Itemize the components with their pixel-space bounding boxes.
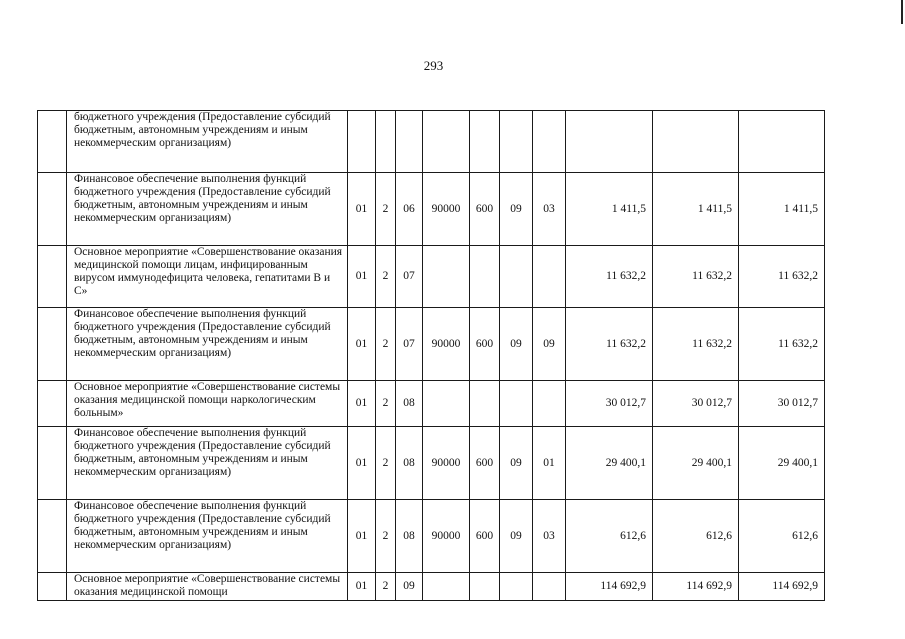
code-cell-c7: 09 (533, 308, 566, 381)
code-cell-c3 (396, 111, 423, 173)
code-cell-c5: 600 (470, 500, 500, 573)
row-index-cell (38, 246, 67, 308)
code-cell-c7: 03 (533, 173, 566, 246)
code-cell-c5 (470, 381, 500, 427)
code-cell-c7 (533, 573, 566, 601)
code-cell-c3: 07 (396, 308, 423, 381)
description-cell: бюджетного учреждения (Предоставление субсидий бюджетным, автономным учреждениям и иным некоммерческим организациям) (67, 111, 348, 173)
code-cell-c3: 08 (396, 381, 423, 427)
table-row (38, 381, 825, 427)
code-cell-c4 (423, 111, 470, 173)
amount-cell-v1: 1 411,5 (566, 173, 653, 246)
code-cell-c2: 2 (376, 173, 396, 246)
code-cell-c6: 09 (500, 308, 533, 381)
code-cell-c7: 03 (533, 500, 566, 573)
code-cell-c5 (470, 573, 500, 601)
row-index-cell (38, 500, 67, 573)
code-cell-c6: 09 (500, 427, 533, 500)
code-cell-c6: 09 (500, 500, 533, 573)
amount-cell-v3: 1 411,5 (739, 173, 825, 246)
description-cell: Финансовое обеспечение выполнения функций бюджетного учреждения (Предоставление субсидий бюджетным, автономным учреждениям и иным некоммерческим организациям) (67, 500, 348, 573)
code-cell-c4 (423, 573, 470, 601)
table-row (38, 308, 825, 381)
code-cell-c2: 2 (376, 381, 396, 427)
description-cell: Финансовое обеспечение выполнения функций бюджетного учреждения (Предоставление субсидий бюджетным, автономным учреждениям и иным некоммерческим организациям) (67, 308, 348, 381)
amount-cell-v2: 1 411,5 (653, 173, 739, 246)
amount-cell-v1: 114 692,9 (566, 573, 653, 601)
row-index-cell (38, 111, 67, 173)
code-cell-c1: 01 (348, 173, 376, 246)
code-cell-c1: 01 (348, 500, 376, 573)
code-cell-c2: 2 (376, 246, 396, 308)
amount-cell-v1: 30 012,7 (566, 381, 653, 427)
amount-cell-v2: 29 400,1 (653, 427, 739, 500)
amount-cell-v2 (653, 111, 739, 173)
amount-cell-v1: 11 632,2 (566, 246, 653, 308)
table-row (38, 173, 825, 246)
code-cell-c3: 08 (396, 500, 423, 573)
table-row (38, 427, 825, 500)
amount-cell-v1 (566, 111, 653, 173)
amount-cell-v3: 29 400,1 (739, 427, 825, 500)
code-cell-c5 (470, 111, 500, 173)
row-index-cell (38, 427, 67, 500)
code-cell-c1: 01 (348, 427, 376, 500)
amount-cell-v3: 30 012,7 (739, 381, 825, 427)
amount-cell-v2: 612,6 (653, 500, 739, 573)
code-cell-c6 (500, 111, 533, 173)
amount-cell-v3: 11 632,2 (739, 308, 825, 381)
amount-cell-v2: 30 012,7 (653, 381, 739, 427)
code-cell-c6 (500, 381, 533, 427)
amount-cell-v1: 11 632,2 (566, 308, 653, 381)
amount-cell-v1: 29 400,1 (566, 427, 653, 500)
scan-edge-line (901, 0, 903, 24)
page-number: 293 (423, 58, 444, 73)
amount-cell-v2: 11 632,2 (653, 308, 739, 381)
code-cell-c7 (533, 111, 566, 173)
code-cell-c5: 600 (470, 427, 500, 500)
table-row (38, 500, 825, 573)
code-cell-c5: 600 (470, 173, 500, 246)
description-cell: Финансовое обеспечение выполнения функций бюджетного учреждения (Предоставление субсидий бюджетным, автономным учреждениям и иным некоммерческим организациям) (67, 427, 348, 500)
code-cell-c1: 01 (348, 246, 376, 308)
code-cell-c4: 90000 (423, 427, 470, 500)
budget-table (37, 110, 825, 601)
code-cell-c2: 2 (376, 500, 396, 573)
description-cell: Финансовое обеспечение выполнения функций бюджетного учреждения (Предоставление субсидий бюджетным, автономным учреждениям и иным некоммерческим организациям) (67, 173, 348, 246)
amount-cell-v3: 11 632,2 (739, 246, 825, 308)
description-cell: Основное мероприятие «Совершенствование системы оказания медицинской помощи (67, 573, 348, 601)
row-index-cell (38, 308, 67, 381)
amount-cell-v3: 612,6 (739, 500, 825, 573)
code-cell-c2 (376, 111, 396, 173)
code-cell-c3: 08 (396, 427, 423, 500)
amount-cell-v1: 612,6 (566, 500, 653, 573)
code-cell-c1: 01 (348, 308, 376, 381)
code-cell-c6: 09 (500, 173, 533, 246)
table-row (38, 246, 825, 308)
code-cell-c3: 09 (396, 573, 423, 601)
code-cell-c6 (500, 246, 533, 308)
code-cell-c6 (500, 573, 533, 601)
code-cell-c4: 90000 (423, 308, 470, 381)
amount-cell-v3: 114 692,9 (739, 573, 825, 601)
code-cell-c5: 600 (470, 308, 500, 381)
amount-cell-v2: 114 692,9 (653, 573, 739, 601)
description-cell: Основное мероприятие «Совершенствование оказания медицинской помощи лицам, инфицированным вирусом иммунодефицита человека, гепатитами В и С» (67, 246, 348, 308)
code-cell-c4: 90000 (423, 173, 470, 246)
code-cell-c4 (423, 381, 470, 427)
code-cell-c1: 01 (348, 573, 376, 601)
table-row (38, 111, 825, 173)
code-cell-c7: 01 (533, 427, 566, 500)
code-cell-c7 (533, 246, 566, 308)
code-cell-c2: 2 (376, 573, 396, 601)
row-index-cell (38, 573, 67, 601)
amount-cell-v2: 11 632,2 (653, 246, 739, 308)
code-cell-c4 (423, 246, 470, 308)
amount-cell-v3 (739, 111, 825, 173)
code-cell-c1: 01 (348, 381, 376, 427)
table-row (38, 573, 825, 601)
code-cell-c3: 07 (396, 246, 423, 308)
code-cell-c2: 2 (376, 308, 396, 381)
code-cell-c5 (470, 246, 500, 308)
code-cell-c3: 06 (396, 173, 423, 246)
code-cell-c4: 90000 (423, 500, 470, 573)
code-cell-c1 (348, 111, 376, 173)
description-cell: Основное мероприятие «Совершенствование системы оказания медицинской помощи наркологическим больным» (67, 381, 348, 427)
code-cell-c7 (533, 381, 566, 427)
code-cell-c2: 2 (376, 427, 396, 500)
row-index-cell (38, 173, 67, 246)
row-index-cell (38, 381, 67, 427)
